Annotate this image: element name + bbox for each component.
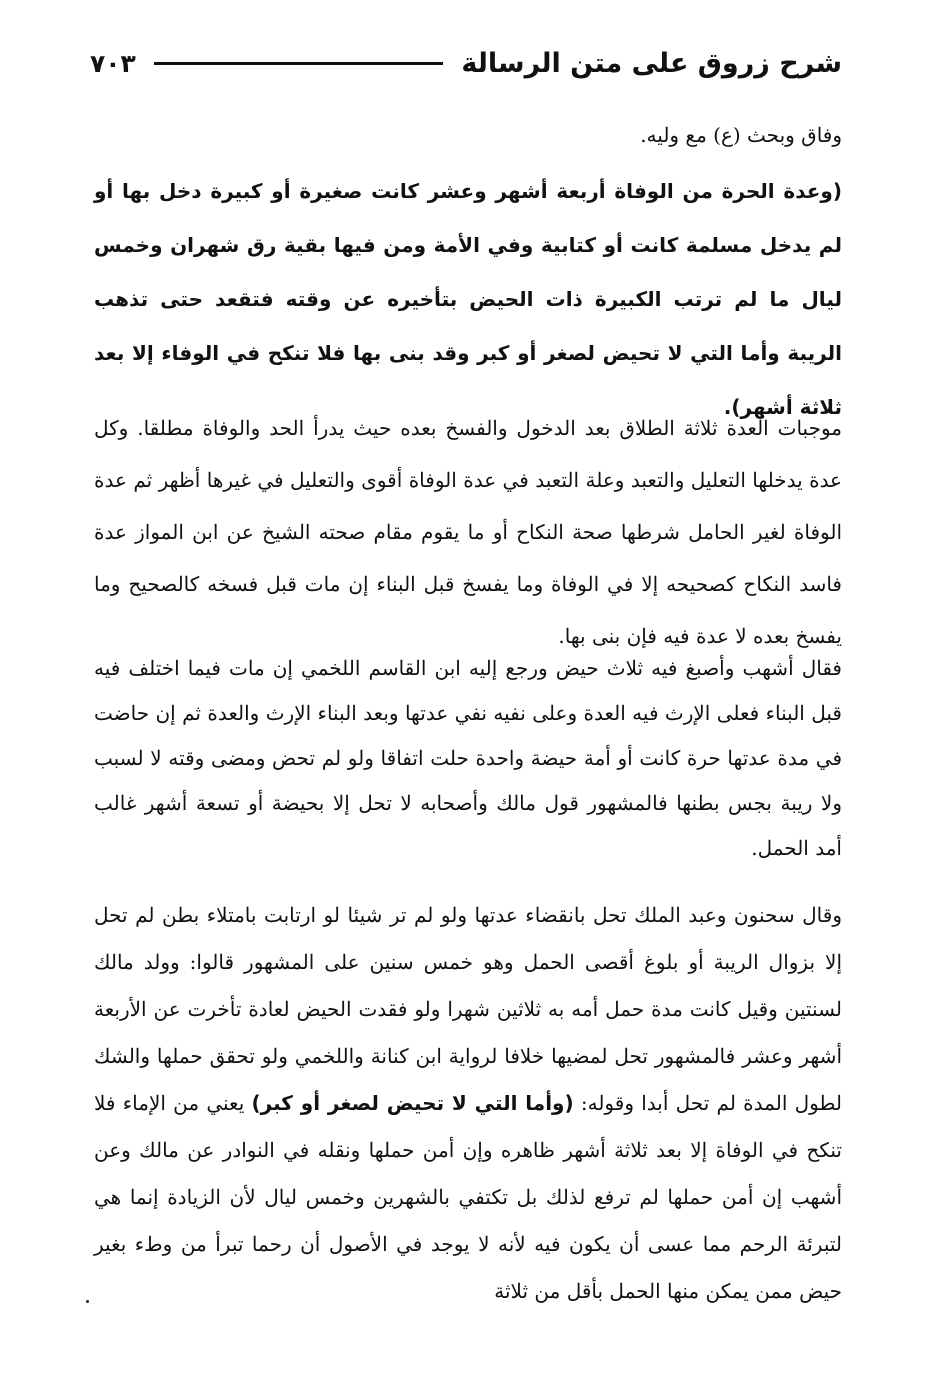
paragraph-text: موجبات العدة ثلاثة الطلاق بعد الدخول والفسخ بعده حيث يدرأ الحد والوفاة مطلقا. وكل عدة يدخلها التعليل والتعبد وعلة التعبد في عدة الوفاة أقوى والتعليل في غيرها أظهر ثم عدة الوفاة لغير الحامل شرطها صحة النكاح أو ما يقوم مقام صحته الشيخ عن ابن المواز عدة فاسد النكاح كصحيحه إلا في الوفاة وما يفسخ قبل البناء إن مات قبل فسخه كالصحيح وما يفسخ بعده لا عدة فيه فإن بنى بها. (94, 416, 842, 648)
paragraph-continuation (94, 116, 842, 154)
header-rule (154, 62, 444, 65)
commentary-paragraph (94, 892, 842, 1315)
paragraph-text: (وعدة الحرة من الوفاة أربعة أشهر وعشر كانت صغيرة أو كبيرة دخل بها أو لم يدخل مسلمة كانت أو كتابية وفي الأمة ومن فيها بقية رق شهران وخمس ليال ما لم ترتب الكبيرة ذات الحيض بتأخيره عن وقته فتقعد حتى تذهب الريبة وأما التي لا تحيض لصغر أو كبر وقد بنى بها فلا تنكح في الوفاء إلا بعد ثلاثة أشهر). (94, 179, 842, 419)
paragraph-text-continued: يعني من الإماء فلا تنكح في الوفاة إلا بعد ثلاثة أشهر ظاهره وإن أمن حملها ونقله في النوادر عن مالك وعن أشهب إن أمن حملها لم ترفع لذلك بل تكتفي بالشهرين وخمس ليال لأن الزيادة إنما هي لتبرئة الرحم مما عسى أن يكون فيه لأنه لا يوجد في الأصول أن رحما تبرأ من وطء بغير حيض ممن يمكن منها الحمل بأقل من ثلاثة (94, 1091, 842, 1303)
matn-quote: (وأما التي لا تحيض لصغر أو كبر) (251, 1091, 574, 1115)
commentary-paragraph (94, 646, 842, 871)
page-header (90, 38, 842, 88)
page-number: ٧٠٣ (90, 48, 136, 78)
commentary-paragraph (94, 402, 842, 662)
matn-paragraph (94, 164, 842, 434)
paragraph-text: وقال سحنون وعبد الملك تحل بانقضاء عدتها ولو لم تر شيئا لو ارتابت بامتلاء بطن لم تحل إلا بزوال الريبة أو بلوغ أقصى الحمل وهو خمس سنين على المشهور قالوا: وولد مالك لسنتين وقيل كانت مدة حمل أمه به ثلاثين شهرا ولو فقدت الحيض لعادة تأخرت عن الأربعة أشهر وعشر فالمشهور تحل لمضيها خلافا لرواية ابن كنانة واللخمي ولو تحقق حملها والشك لطول المدة لم تحل أبدا وقوله: (94, 903, 842, 1115)
scan-speck (86, 1300, 89, 1303)
paragraph-text: فقال أشهب وأصبغ فيه ثلاث حيض ورجع إليه ابن القاسم اللخمي إن مات فيما اختلف فيه قبل البناء فعلى الإرث فيه العدة وعلى نفيه نفي عدتها وبعد البناء الإرث والعدة ثم إن حاضت في مدة عدتها حرة كانت أو أمة حيضة واحدة حلت اتفاقا ولو لم تحض ومضى وقته لا لسبب ولا ريبة بجس بطنها فالمشهور قول مالك وأصحابه لا تحل إلا بحيضة أو تسعة أشهر غالب أمد الحمل. (94, 656, 842, 860)
paragraph-text: وفاق وبحث (ع) مع وليه. (640, 123, 842, 147)
running-title: شرح زروق على متن الرسالة (461, 47, 842, 79)
